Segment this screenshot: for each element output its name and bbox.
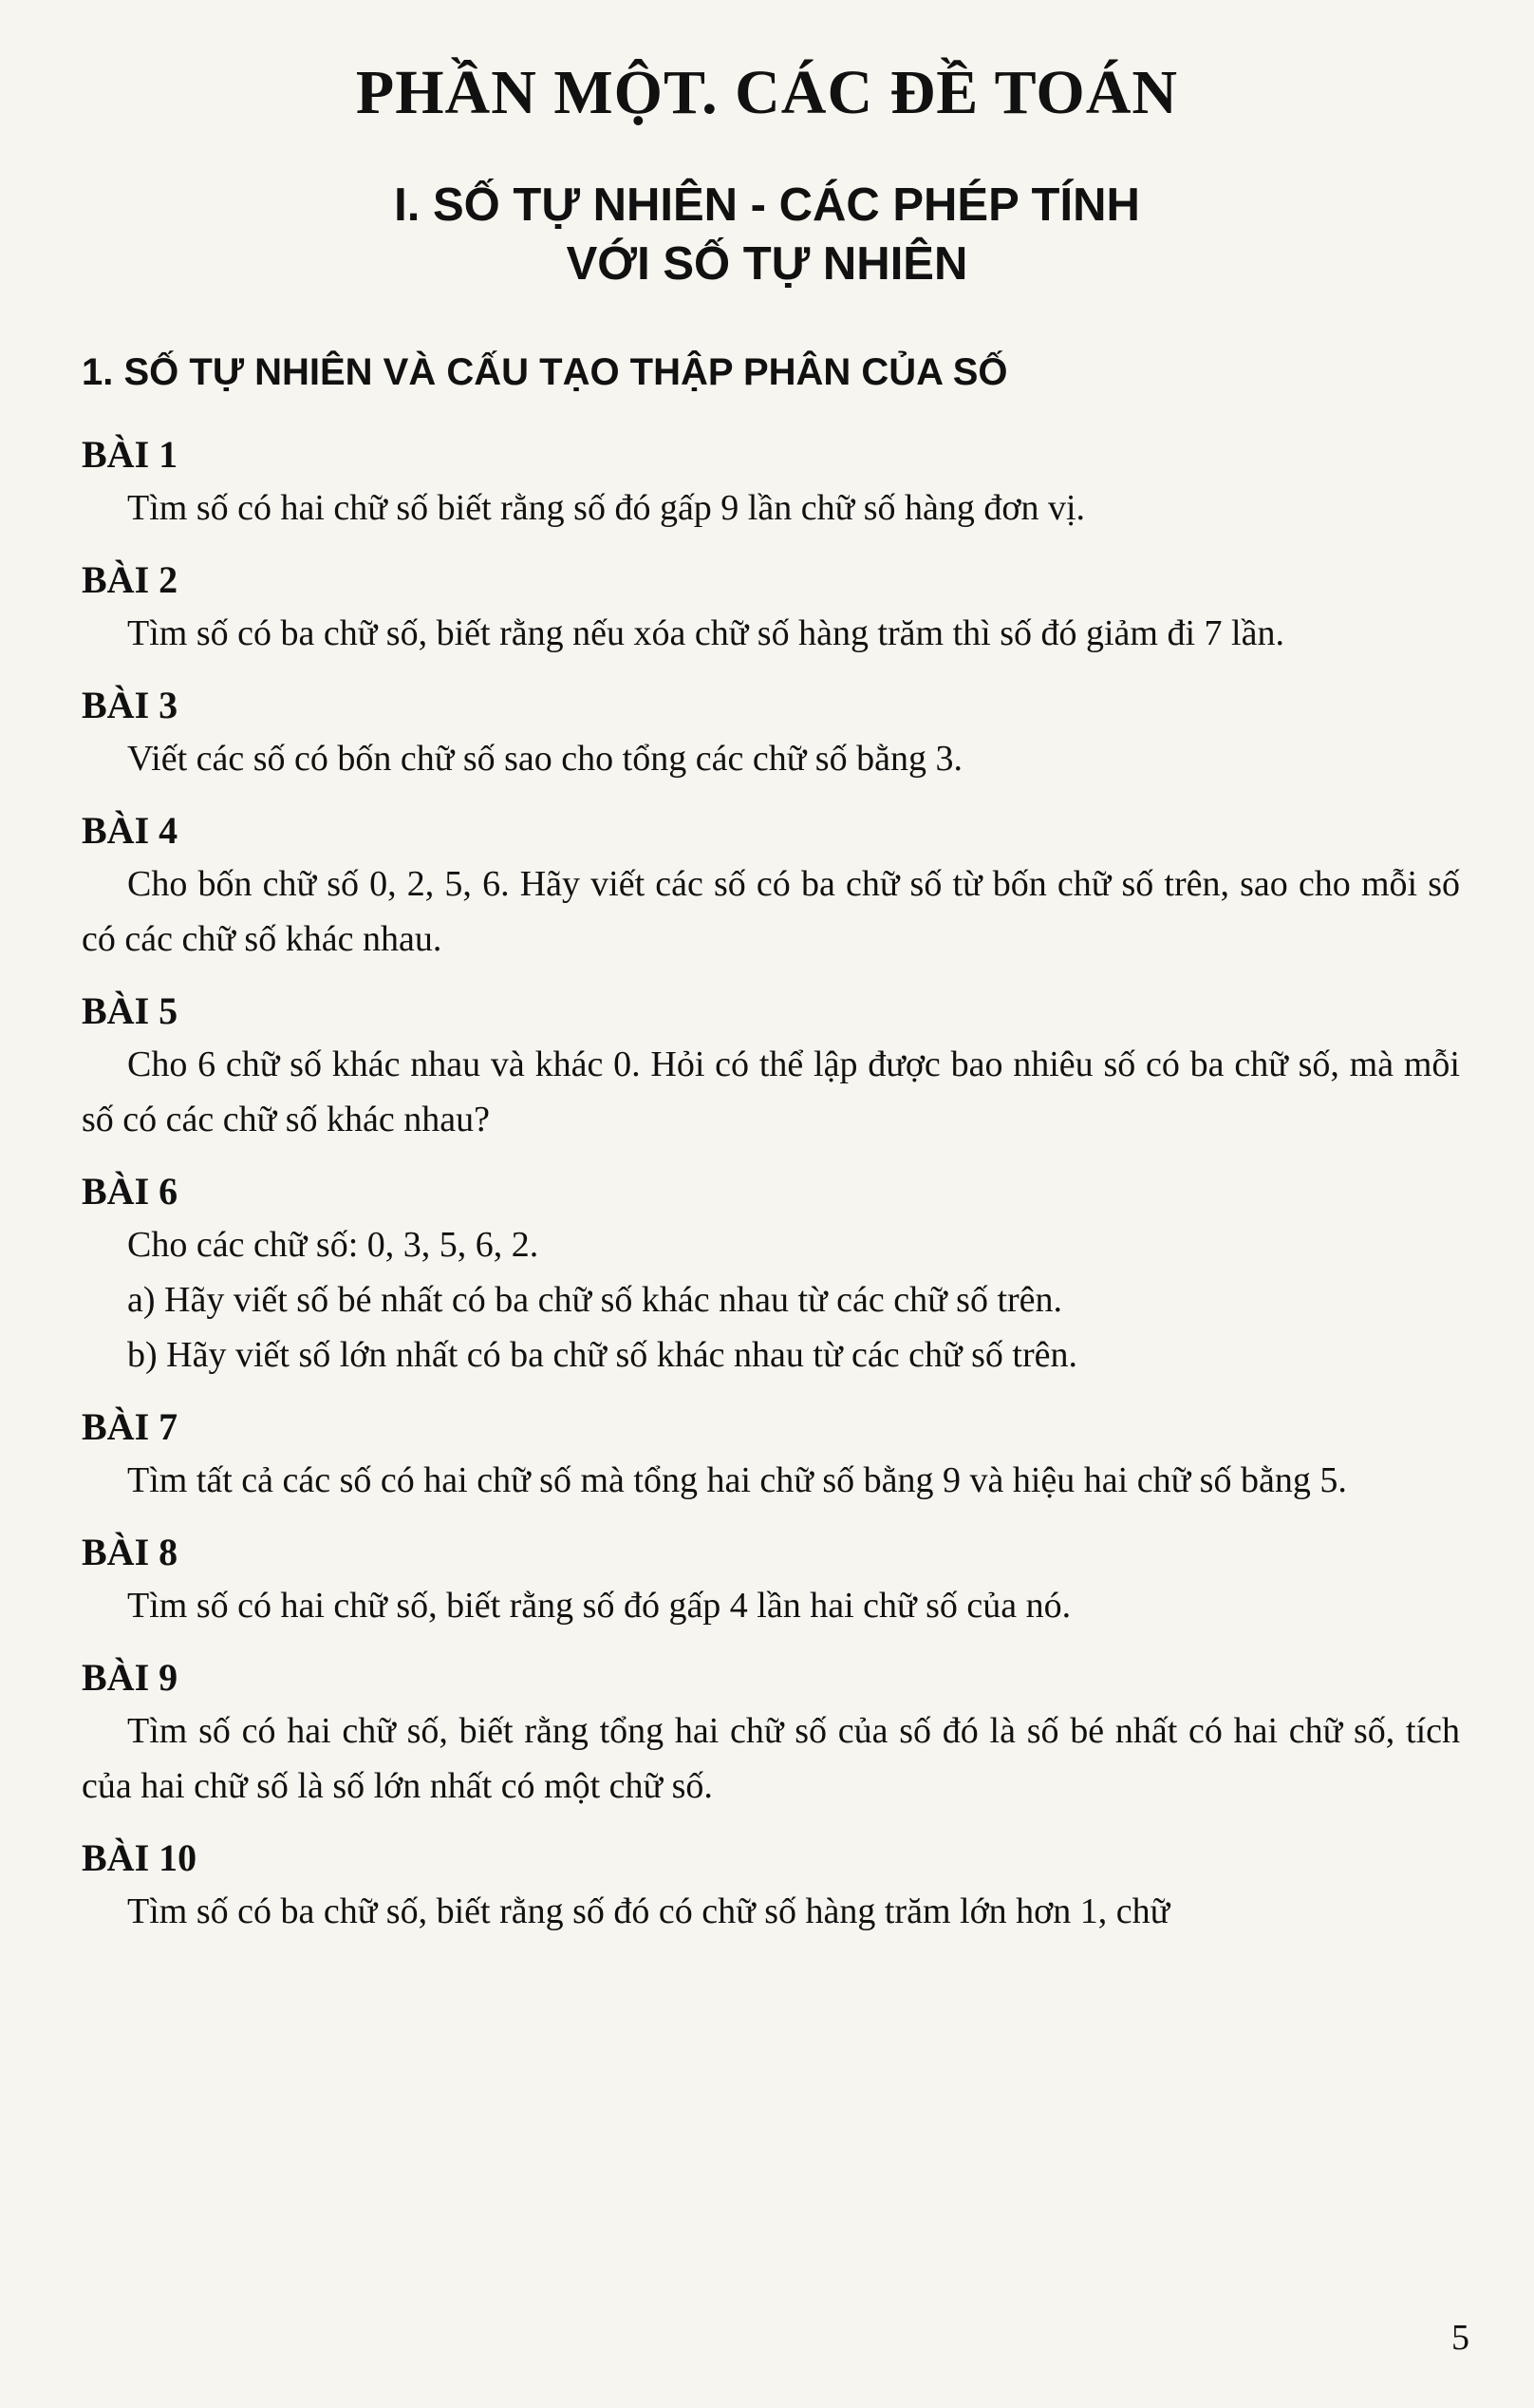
- exercise-5: [82, 986, 1460, 1147]
- chapter-title: [0, 176, 1534, 293]
- exercise-6: [82, 1166, 1460, 1383]
- exercise-line: Cho các chữ số: 0, 3, 5, 6, 2.: [127, 1225, 539, 1265]
- section-title: 1. SỐ TỰ NHIÊN VÀ CẤU TẠO THẬP PHÂN CỦA SỐ: [82, 351, 1008, 393]
- exercise-heading: BÀI 5: [82, 989, 178, 1032]
- exercise-heading: BÀI 7: [82, 1405, 178, 1448]
- exercise-text: Tìm số có hai chữ số, biết rằng tổng hai chữ số của số đó là số bé nhất có hai chữ số, tích của hai chữ số là số lớn nhất có một chữ số.: [82, 1711, 1460, 1806]
- exercise-1: [82, 429, 1460, 536]
- exercise-text: Cho 6 chữ số khác nhau và khác 0. Hỏi có thể lập được bao nhiêu số có ba chữ số, mà mỗi số có các chữ số khác nhau?: [82, 1044, 1460, 1139]
- exercise-text: Tìm tất cả các số có hai chữ số mà tổng hai chữ số bằng 9 và hiệu hai chữ số bằng 5.: [127, 1460, 1347, 1500]
- exercise-8: [82, 1527, 1460, 1633]
- exercise-text: Tìm số có ba chữ số, biết rằng nếu xóa chữ số hàng trăm thì số đó giảm đi 7 lần.: [127, 613, 1284, 653]
- exercise-lines: [82, 1217, 1460, 1383]
- exercise-heading: BÀI 1: [82, 433, 178, 476]
- exercise-text: Tìm số có hai chữ số, biết rằng số đó gấp 4 lần hai chữ số của nó.: [127, 1586, 1072, 1626]
- chapter-title-line-1: I. SỐ TỰ NHIÊN - CÁC PHÉP TÍNH: [394, 179, 1140, 231]
- exercise-10: [82, 1833, 1460, 1939]
- page-number: 5: [1451, 2318, 1469, 2358]
- exercise-text: Cho bốn chữ số 0, 2, 5, 6. Hãy viết các số có ba chữ số từ bốn chữ số trên, sao cho mỗi số có các chữ số khác nhau.: [82, 864, 1460, 959]
- exercise-heading: BÀI 6: [82, 1170, 178, 1213]
- exercise-line: b) Hãy viết số lớn nhất có ba chữ số khác nhau từ các chữ số trên.: [127, 1335, 1077, 1375]
- exercise-7: [82, 1402, 1460, 1508]
- exercise-heading: BÀI 8: [82, 1531, 178, 1573]
- exercise-4: [82, 805, 1460, 967]
- exercise-heading: BÀI 3: [82, 684, 178, 726]
- exercise-3: [82, 680, 1460, 786]
- exercise-heading: BÀI 9: [82, 1656, 178, 1699]
- exercise-text: Viết các số có bốn chữ số sao cho tổng các chữ số bằng 3.: [127, 739, 963, 779]
- exercise-heading: BÀI 4: [82, 809, 178, 852]
- exercise-heading: BÀI 2: [82, 558, 178, 601]
- exercise-line: a) Hãy viết số bé nhất có ba chữ số khác nhau từ các chữ số trên.: [127, 1280, 1063, 1320]
- exercise-text: Tìm số có ba chữ số, biết rằng số đó có chữ số hàng trăm lớn hơn 1, chữ: [127, 1891, 1170, 1931]
- chapter-title-line-2: VỚI SỐ TỰ NHIÊN: [566, 238, 968, 290]
- exercise-2: [82, 555, 1460, 661]
- exercise-9: [82, 1652, 1460, 1814]
- part-title: PHẦN MỘT. CÁC ĐỀ TOÁN: [355, 58, 1179, 127]
- exercise-list: [82, 429, 1460, 1958]
- exercise-text: Tìm số có hai chữ số biết rằng số đó gấp 9 lần chữ số hàng đơn vị.: [127, 488, 1086, 528]
- exercise-heading: BÀI 10: [82, 1836, 197, 1879]
